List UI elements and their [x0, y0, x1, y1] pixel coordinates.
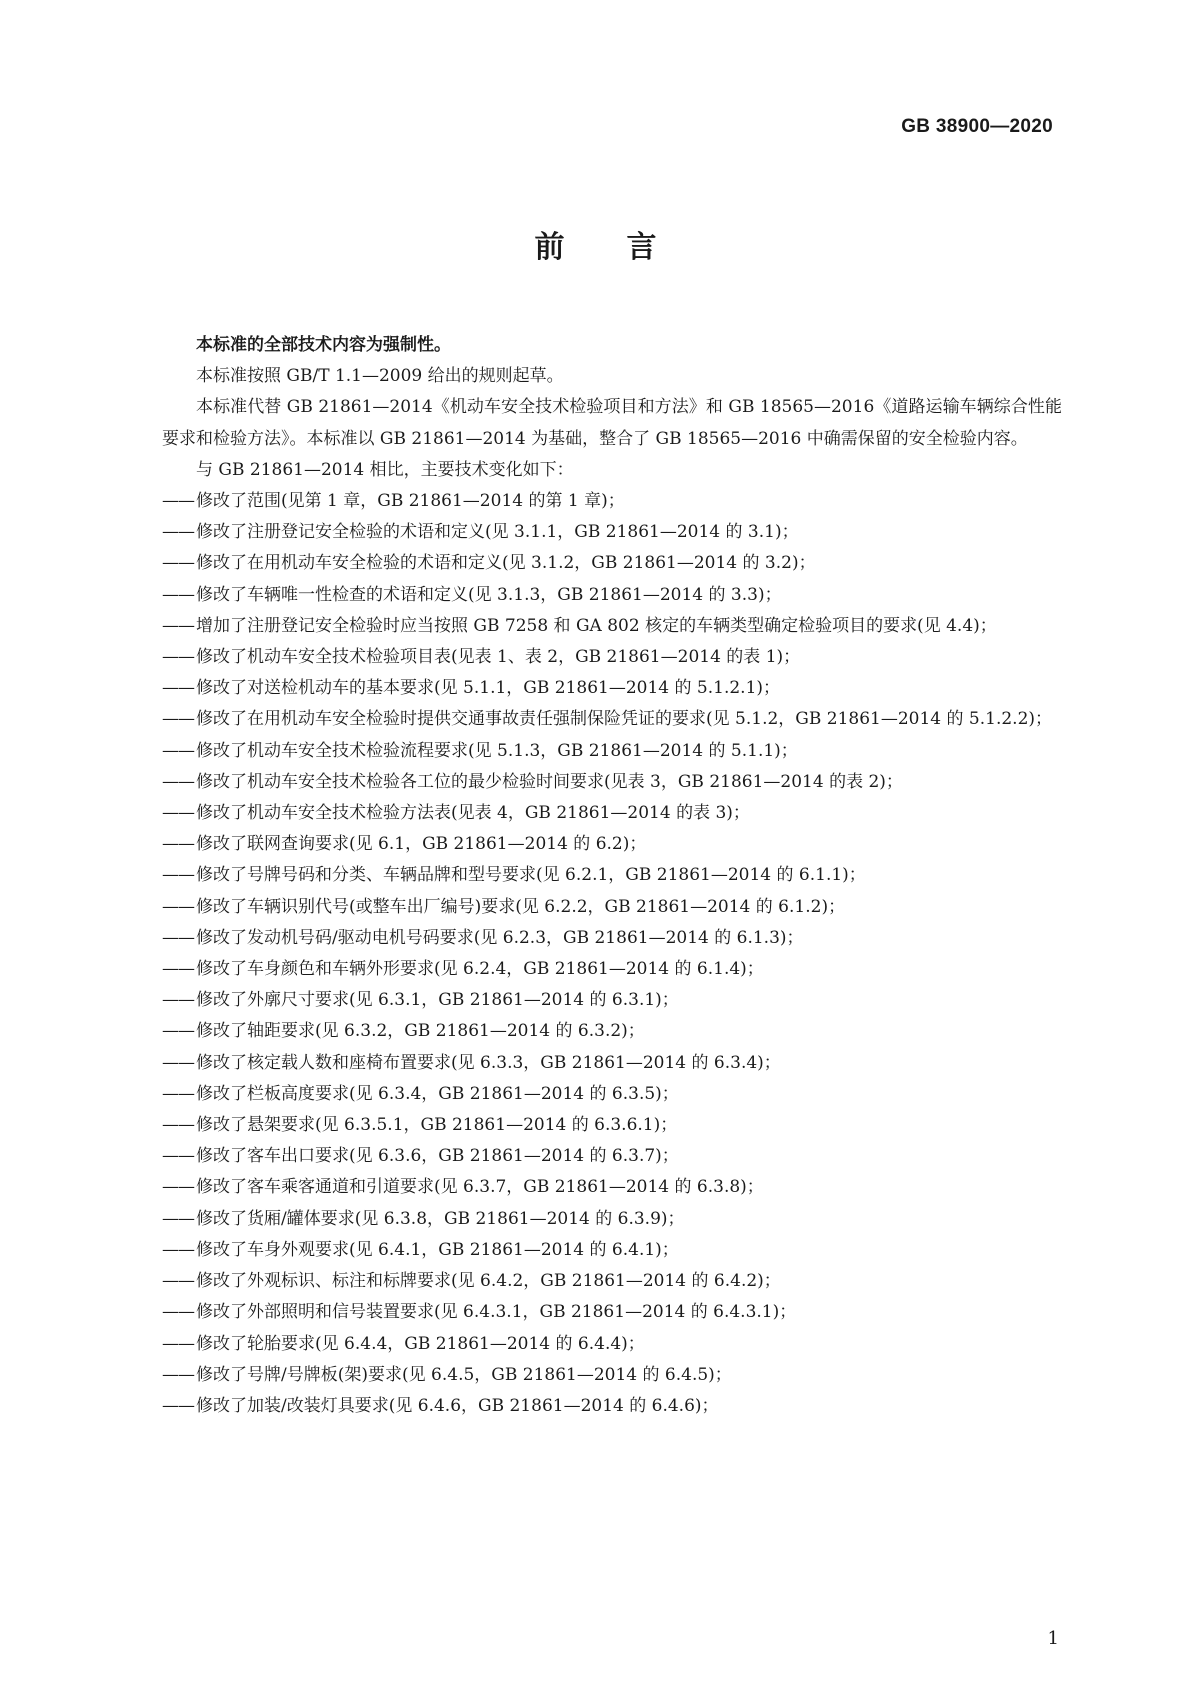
list-item: [162, 673, 1062, 704]
changes-list: [162, 486, 1062, 1422]
list-item-text: 修改了在用机动车安全检验时提供交通事故责任强制保险凭证的要求(见 5.1.2，GB 21861—2014 的 5.1.2.2)；: [196, 709, 1053, 730]
changes-intro: 与 GB 21861—2014 相比，主要技术变化如下：: [196, 459, 574, 480]
list-item: [162, 1297, 1062, 1328]
list-dash: ——: [162, 1115, 194, 1136]
list-item: [162, 611, 1062, 642]
list-item-text: 修改了车辆唯一性检查的术语和定义(见 3.1.3，GB 21861—2014 的 3.3)；: [196, 584, 782, 605]
list-item: [162, 767, 1062, 798]
page-title: [0, 222, 1191, 266]
list-dash: ——: [162, 740, 194, 761]
list-item-text: 修改了车辆识别代号(或整车出厂编号)要求(见 6.2.2，GB 21861—2014 的 6.1.2)；: [196, 896, 846, 917]
list-dash: ——: [162, 1364, 194, 1385]
list-item-text: 修改了机动车安全技术检验方法表(见表 4，GB 21861—2014 的表 3)；: [196, 803, 750, 824]
list-item: [162, 1360, 1062, 1391]
list-item: [162, 860, 1062, 891]
list-dash: ——: [162, 1177, 194, 1198]
list-item-text: 修改了加装/改装灯具要求(见 6.4.6，GB 21861—2014 的 6.4.6)；: [196, 1395, 719, 1416]
list-item-text: 修改了核定载人数和座椅布置要求(见 6.3.3，GB 21861—2014 的 6.3.4)；: [196, 1052, 781, 1073]
list-item: [162, 1079, 1062, 1110]
list-dash: ——: [162, 834, 194, 855]
list-item: [162, 1235, 1062, 1266]
list-item-text: 修改了悬架要求(见 6.3.5.1，GB 21861—2014 的 6.3.6.1)；: [196, 1115, 678, 1136]
list-dash: ——: [162, 647, 194, 668]
list-item-text: 修改了栏板高度要求(见 6.3.4，GB 21861—2014 的 6.3.5)；: [196, 1083, 679, 1104]
list-dash: ——: [162, 927, 194, 948]
list-dash: ——: [162, 1208, 194, 1229]
list-item-text: 修改了外部照明和信号装置要求(见 6.4.3.1，GB 21861—2014 的 6.4.3.1)；: [196, 1302, 797, 1323]
list-item-text: 修改了客车乘客通道和引道要求(见 6.3.7，GB 21861—2014 的 6.3.8)；: [196, 1177, 764, 1198]
list-item: [162, 985, 1062, 1016]
list-dash: ——: [162, 1271, 194, 1292]
list-item-text: 修改了在用机动车安全检验的术语和定义(见 3.1.2，GB 21861—2014 的 3.2)；: [196, 553, 816, 574]
list-item-text: 修改了轮胎要求(见 6.4.4，GB 21861—2014 的 6.4.4)；: [196, 1333, 645, 1354]
list-dash: ——: [162, 1083, 194, 1104]
list-item-text: 修改了客车出口要求(见 6.3.6，GB 21861—2014 的 6.3.7)；: [196, 1146, 679, 1167]
list-dash: ——: [162, 491, 194, 512]
list-item-text: 修改了联网查询要求(见 6.1，GB 21861—2014 的 6.2)；: [196, 834, 647, 855]
list-item: [162, 1391, 1062, 1422]
standard-number: GB 38900—2020: [901, 116, 1053, 137]
list-item: [162, 517, 1062, 548]
list-item: [162, 580, 1062, 611]
title-char-2: 言: [626, 230, 657, 265]
list-item-text: 增加了注册登记安全检验时应当按照 GB 7258 和 GA 802 核定的车辆类型确定检验项目的要求(见 4.4)；: [196, 615, 997, 636]
list-item-text: 修改了货厢/罐体要求(见 6.3.8，GB 21861—2014 的 6.3.9)；: [196, 1208, 685, 1229]
list-dash: ——: [162, 522, 194, 543]
list-dash: ——: [162, 959, 194, 980]
list-item: [162, 798, 1062, 829]
list-item-text: 修改了注册登记安全检验的术语和定义(见 3.1.1，GB 21861—2014 的 3.1)；: [196, 522, 799, 543]
list-item-text: 修改了车身外观要求(见 6.4.1，GB 21861—2014 的 6.4.1)；: [196, 1239, 679, 1260]
list-dash: ——: [162, 615, 194, 636]
list-dash: ——: [162, 990, 194, 1011]
list-item: [162, 548, 1062, 579]
page-number: 1: [1047, 1628, 1059, 1649]
list-dash: ——: [162, 584, 194, 605]
list-item: [162, 1110, 1062, 1141]
drafting-rules-paragraph: 本标准按照 GB/T 1.1—2009 给出的规则起草。: [196, 366, 564, 387]
list-item-text: 修改了轴距要求(见 6.3.2，GB 21861—2014 的 6.3.2)；: [196, 1021, 645, 1042]
list-item: [162, 1172, 1062, 1203]
list-item-text: 修改了机动车安全技术检验项目表(见表 1、表 2，GB 21861—2014 的表 1)；: [196, 647, 801, 668]
list-dash: ——: [162, 1021, 194, 1042]
list-item: [162, 892, 1062, 923]
list-dash: ——: [162, 1146, 194, 1167]
list-dash: ——: [162, 553, 194, 574]
list-item: [162, 829, 1062, 860]
list-item-text: 修改了外观标识、标注和标牌要求(见 6.4.2，GB 21861—2014 的 6.4.2)；: [196, 1271, 781, 1292]
list-item-text: 修改了范围(见第 1 章，GB 21861—2014 的第 1 章)；: [196, 491, 625, 512]
list-item-text: 修改了对送检机动车的基本要求(见 5.1.1，GB 21861—2014 的 5.1.2.1)；: [196, 678, 781, 699]
list-dash: ——: [162, 896, 194, 917]
list-item-text: 修改了机动车安全技术检验流程要求(见 5.1.3，GB 21861—2014 的 5.1.1)；: [196, 740, 798, 761]
list-item-text: 修改了发动机号码/驱动电机号码要求(见 6.2.3，GB 21861—2014 的 6.1.3)；: [196, 927, 804, 948]
list-dash: ——: [162, 1395, 194, 1416]
mandatory-statement: 本标准的全部技术内容为强制性。: [196, 335, 451, 355]
list-item: [162, 1016, 1062, 1047]
list-dash: ——: [162, 1052, 194, 1073]
document-body: [162, 330, 1062, 1422]
list-item: [162, 1048, 1062, 1079]
list-item-text: 修改了车身颜色和车辆外形要求(见 6.2.4，GB 21861—2014 的 6.1.4)；: [196, 959, 764, 980]
list-item: [162, 1266, 1062, 1297]
list-dash: ——: [162, 1333, 194, 1354]
list-dash: ——: [162, 771, 194, 792]
list-dash: ——: [162, 1302, 194, 1323]
list-item-text: 修改了外廓尺寸要求(见 6.3.1，GB 21861—2014 的 6.3.1)；: [196, 990, 679, 1011]
list-item: [162, 486, 1062, 517]
list-dash: ——: [162, 678, 194, 699]
list-item: [162, 642, 1062, 673]
title-char-1: 前: [534, 230, 565, 265]
list-dash: ——: [162, 803, 194, 824]
list-item-text: 修改了号牌号码和分类、车辆品牌和型号要求(见 6.2.1，GB 21861—2014 的 6.1.1)；: [196, 865, 866, 886]
list-item: [162, 1204, 1062, 1235]
list-item: [162, 923, 1062, 954]
list-item-text: 修改了机动车安全技术检验各工位的最少检验时间要求(见表 3，GB 21861—2014 的表 2)；: [196, 771, 903, 792]
list-item: [162, 954, 1062, 985]
list-item: [162, 736, 1062, 767]
replacement-paragraph: 本标准代替 GB 21861—2014《机动车安全技术检验项目和方法》和 GB 18565—2016《道路运输车辆综合性能要求和检验方法》。本标准以 GB 21861—2014 为基础，整合了 GB 18565—2016 中确需保留的安全检验内容。: [162, 397, 1062, 449]
list-item: [162, 1329, 1062, 1360]
list-item-text: 修改了号牌/号牌板(架)要求(见 6.4.5，GB 21861—2014 的 6.4.5)；: [196, 1364, 732, 1385]
list-dash: ——: [162, 865, 194, 886]
list-dash: ——: [162, 709, 194, 730]
list-item: [162, 1141, 1062, 1172]
list-dash: ——: [162, 1239, 194, 1260]
list-item: [162, 704, 1062, 735]
